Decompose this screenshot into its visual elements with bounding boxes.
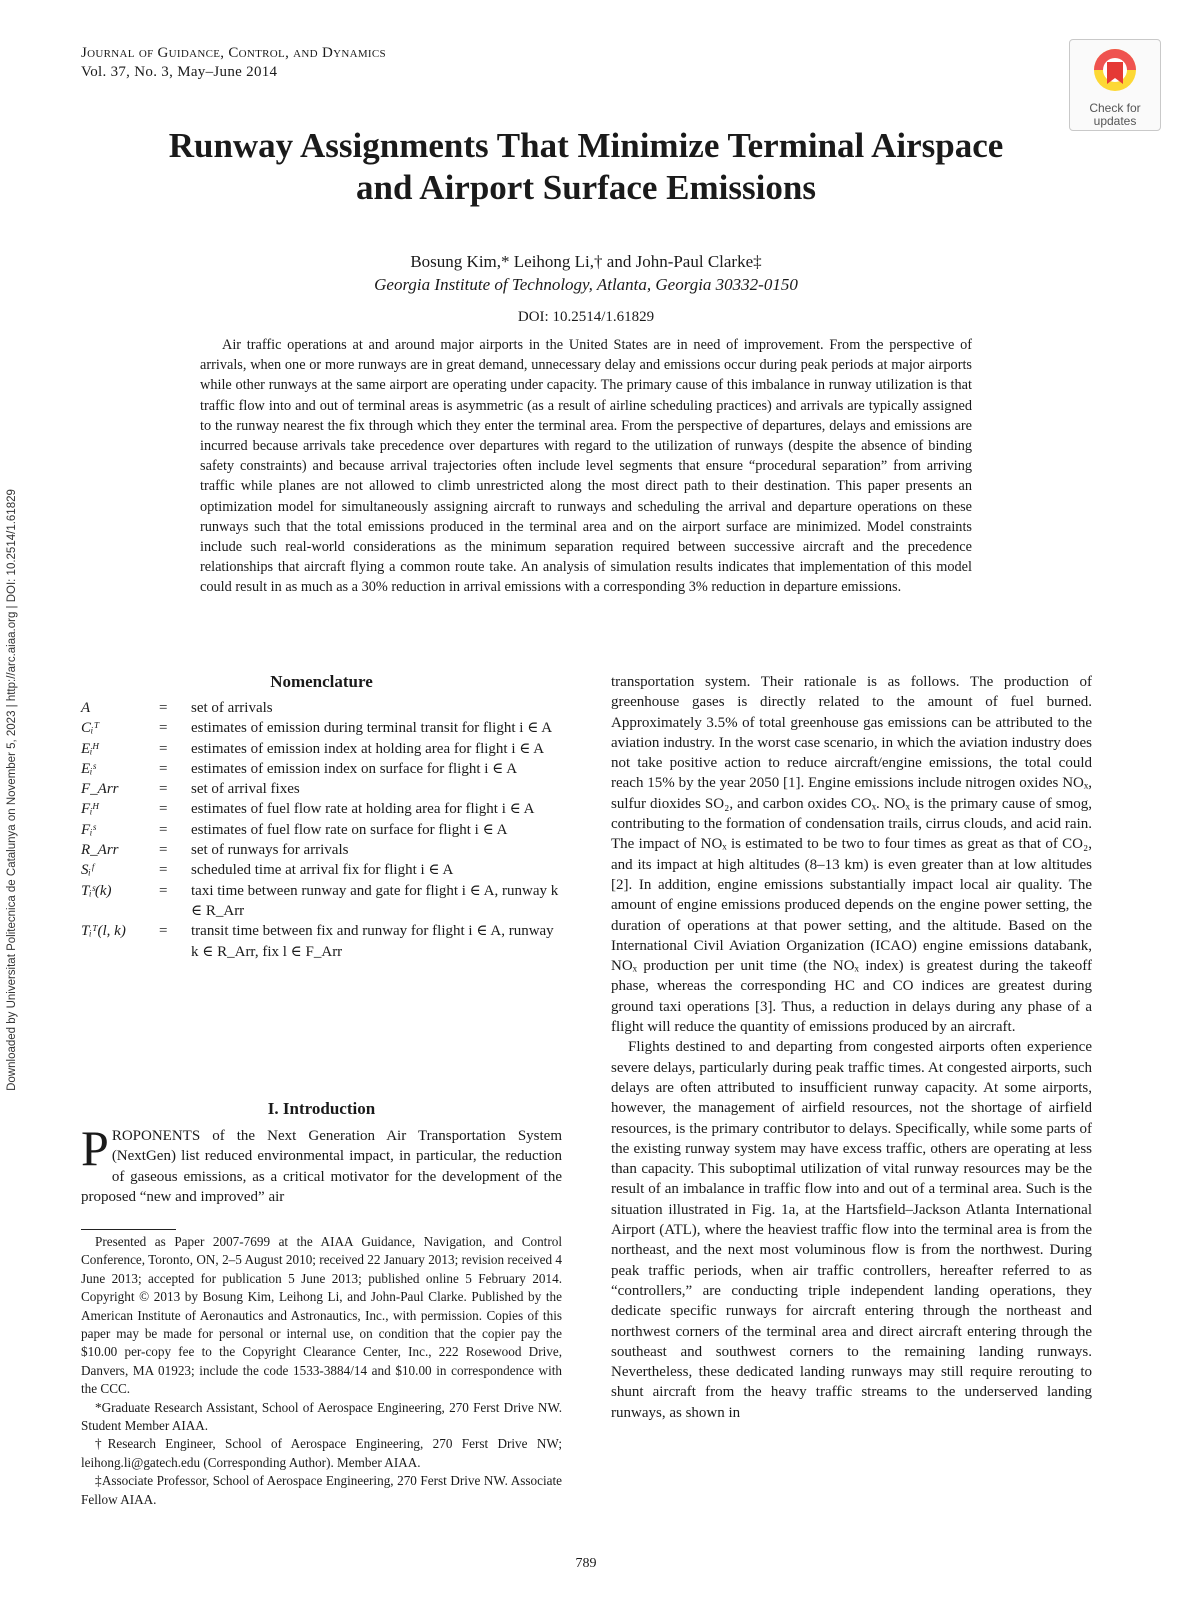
nomenclature-row: [81, 779, 562, 799]
nomenclature-list: [81, 698, 562, 962]
nomenclature-definition: set of runways for arrivals: [191, 842, 349, 859]
nomenclature-symbol: Cᵢᵀ: [81, 720, 100, 737]
nomenclature-symbol: R_Arr: [81, 842, 119, 859]
nomenclature-row: [81, 799, 562, 819]
footnote-author-2: †Research Engineer, School of Aerospace Engineering, 270 Ferst Drive NW; leihong.li@gatech.edu (Corresponding Author). Member AIAA.: [81, 1436, 562, 1470]
nomenclature-definition: estimates of emission index at holding area for flight i ∈ A: [191, 740, 545, 757]
introduction-heading: I. Introduction: [267, 1099, 376, 1118]
equals-sign: =: [159, 923, 168, 940]
nomenclature-definition: estimates of emission index on surface for flight i ∈ A: [191, 760, 518, 777]
footnote-presented: Presented as Paper 2007-7699 at the AIAA Guidance, Navigation, and Control Conference, Toronto, ON, 2–5 August 2010; received 22 January 2013; revision received 4 June 2013; accepted for publication 5 June 2013; published online 5 February 2014. Copyright © 2013 by Bosung Kim, Leihong Li, and John-Paul Clarke. Published by the American Institute of Aeronautics and Astronautics, Inc., with permission. Copies of this paper may be made for personal or internal use, on condition that the copier pay the $10.00 per-copy fee to the Copyright Clearance Center, Inc., 222 Rosewood Drive, Danvers, MA 01923; include the code 1533-3884/14 and $10.00 in correspondence with the CCC.: [81, 1234, 562, 1397]
equals-sign: =: [159, 740, 168, 757]
equals-sign: =: [159, 842, 168, 859]
intro-body: of the Next Generation Air Transportation System (NextGen) list reduced environmental impact, in particular, the reduction of gaseous emissions, as a critical motivator for the development of the proposed “new and improved” air: [81, 1128, 562, 1206]
nomenclature-row: [81, 698, 562, 718]
nomenclature-row: [81, 860, 562, 880]
journal-name: Journal of Guidance, Control, and Dynamics: [81, 45, 386, 61]
abstract-text: Air traffic operations at and around major airports in the United States are in need of improvement. From the perspective of arrivals, when one or more runways are in great demand, unnecessary delay and emissions occur during peak periods at major airports while other runways at the same airport are operating under capacity. The primary cause of this imbalance in runway utilization is that traffic flow into and out of terminal areas is asymmetric (as a result of airline scheduling practices) and arrivals are typically assigned to the runway nearest the fix through which they enter the terminal area. From the perspective of departures, delays and emissions are incurred because arrivals take precedence over departures with regard to the utilization of runways (despite the absence of binding safety constraints) and because arrival trajectories often include level segments that ensure “procedural separation” from arriving traffic while planes are not allowed to climb unrestricted along the most direct path to their destination. This paper presents an optimization model for simultaneously assigning aircraft to runways and scheduling the arrival and departure operations on these runways such that the total emissions produced in the terminal area and on the airport surface are minimized. Model constraints include such real-world considerations as the minimum separation required between successive aircraft and the precedence relationships that aircraft flying a common route take. An analysis of simulation results indicates that implementation of this model could result in as much as a 30% reduction in arrival emissions with a corresponding 3% reduction in departure emissions.: [200, 337, 972, 596]
body-paragraph-1: transportation system. Their rationale is as follows. The production of greenhouse gases is directly related to the amount of fuel burned. Approximately 3.5% of total greenhouse gas emissions can be attributed to the aviation industry. In the worst case scenario, in which the aviation industry does not take positive action to reduce aircraft/engine emissions, the total could reach 15% by the year 2050 [1]. Engine emissions include nitrogen oxides NOₓ, sulfur dioxides SO₂, and carbon oxides COₓ. NOₓ is the primary cause of smog, contributing to the formation of condensation trails, cirrus clouds, and acid rain. The impact of NOₓ is estimated to be two to four times as great as that of CO₂, and its impact at high altitudes (8–13 km) is even greater than at low altitudes [2]. In addition, engine emissions substantially impact local air quality. The amount of engine emissions produced depends on the engine power setting, the duration of operations at that power setting, and the altitude. Based on the International Civil Aviation Organization (ICAO) engine emissions databank, NOₓ production per unit time (the NOₓ index) is greatest during the takeoff phase, whereas the corresponding HC and CO indices are greatest during ground taxi operations [3]. Thus, a reduction in delays during any phase of a flight will reduce the quantity of emissions produced by an aircraft.: [611, 674, 1092, 1036]
nomenclature-definition: taxi time between runway and gate for flight i ∈ A, runway k ∈ R_Arr: [191, 882, 559, 919]
affiliation: Georgia Institute of Technology, Atlanta, Georgia 30332-0150: [374, 275, 798, 294]
badge-label-line1: Check for: [1089, 101, 1141, 115]
journal-volume: Vol. 37, No. 3, May–June 2014: [81, 64, 278, 80]
footnote-author-3: ‡Associate Professor, School of Aerospace Engineering, 270 Ferst Drive NW. Associate Fellow AIAA.: [81, 1473, 562, 1507]
authors: Bosung Kim,* Leihong Li,† and John-Paul Clarke‡: [410, 252, 762, 271]
paper-title: [0, 125, 1172, 209]
download-sidebar: Downloaded by Universitat Politecnica de Catalunya on November 5, 2023 | http://arc.aiaa.org | DOI: 10.2514/1.61829: [6, 489, 18, 1091]
badge-label-line2: updates: [1093, 114, 1137, 128]
equals-sign: =: [159, 781, 168, 798]
footnote-divider: [81, 1229, 176, 1230]
nomenclature-definition: estimates of fuel flow rate at holding area for flight i ∈ A: [191, 801, 535, 818]
footnote-author-1: *Graduate Research Assistant, School of Aerospace Engineering, 270 Ferst Drive NW. Student Member AIAA.: [81, 1399, 562, 1434]
intro-first-word: ROPONENTS: [111, 1128, 201, 1144]
nomenclature-row: [81, 739, 562, 759]
introduction-text: [81, 1120, 562, 1208]
nomenclature-symbol: Fᵢˢ: [81, 821, 96, 838]
nomenclature-row: [81, 840, 562, 860]
nomenclature-definition: transit time between fix and runway for flight i ∈ A, runway k ∈ R_Arr, fix l ∈ F_Arr: [191, 923, 554, 960]
nomenclature-heading: Nomenclature: [270, 672, 373, 691]
body-paragraph-2: Flights destined to and departing from congested airports often experience severe delays, particularly during peak traffic times. At congested airports, such delays are often attributed to insufficient runway capacity. At some airports, however, the management of airfield resources, not the shortage of airfield resources, is the primary contributor to delays. Specifically, while some parts of the existing runway system may have excess traffic, others are operating at less than capacity. This suboptimal utilization of vital runway resources may be the result of an imbalance in traffic flow into and out of a terminal area. Such is the situation illustrated in Fig. 1a, at the Hartsfield–Jackson Atlanta International Airport (ATL), where the heaviest traffic flow into the terminal area is from the northeast, and the next most voluminous flow is from the northwest. During peak traffic periods, when air traffic controllers, hereafter referred to as “controllers,” are conducting triple independent landing operations, they dedicate specific runways for aircraft entering through the northeast and northwest corners of the terminal area and direct aircraft entering through the southeast and southwest corners to the remaining landing runways. Nevertheless, these dedicated landing runways may still require rerouting to shunt aircraft from the heavy traffic streams to the underserved landing runways, as shown in: [611, 1039, 1092, 1421]
equals-sign: =: [159, 700, 168, 716]
title-line-1: Runway Assignments That Minimize Terminal Airspace: [168, 126, 1004, 165]
footnotes: [81, 1233, 562, 1509]
equals-sign: =: [159, 760, 168, 777]
nomenclature-symbol: F_Arr: [81, 781, 119, 798]
journal-header: [81, 44, 386, 82]
nomenclature-row: [81, 759, 562, 779]
crossmark-icon: [1091, 48, 1139, 100]
nomenclature-definition: estimates of emission during terminal transit for flight i ∈ A: [191, 720, 553, 737]
nomenclature-row: [81, 921, 562, 962]
nomenclature-definition: set of arrival fixes: [191, 781, 300, 798]
equals-sign: =: [159, 862, 168, 879]
nomenclature-definition: set of arrivals: [191, 700, 273, 716]
nomenclature-symbol: Eᵢˢ: [81, 760, 96, 777]
check-for-updates-badge[interactable]: [1069, 39, 1161, 131]
nomenclature-row: [81, 820, 562, 840]
nomenclature-symbol: Sᵢᶠ: [81, 862, 94, 879]
nomenclature-definition: scheduled time at arrival fix for flight i ∈ A: [191, 862, 454, 879]
doi[interactable]: DOI: 10.2514/1.61829: [517, 309, 655, 325]
equals-sign: =: [159, 720, 168, 737]
nomenclature-row: [81, 718, 562, 738]
title-line-2: and Airport Surface Emissions: [356, 168, 816, 207]
equals-sign: =: [159, 801, 168, 818]
nomenclature-symbol: Fᵢᴴ: [81, 801, 98, 818]
nomenclature-symbol: A: [81, 700, 91, 716]
nomenclature-definition: estimates of fuel flow rate on surface for flight i ∈ A: [191, 821, 508, 838]
nomenclature-symbol: Eᵢᴴ: [81, 740, 98, 757]
equals-sign: =: [159, 821, 168, 838]
page-number: 789: [575, 1556, 597, 1571]
nomenclature-row: [81, 881, 562, 922]
right-column: [611, 672, 1092, 1423]
nomenclature-symbol: Tᵢᵀ(l, k): [81, 923, 126, 940]
drop-cap: P: [81, 1120, 109, 1176]
abstract: [200, 335, 972, 598]
nomenclature-symbol: Tᵢˢ(k): [81, 882, 112, 899]
equals-sign: =: [159, 882, 168, 899]
